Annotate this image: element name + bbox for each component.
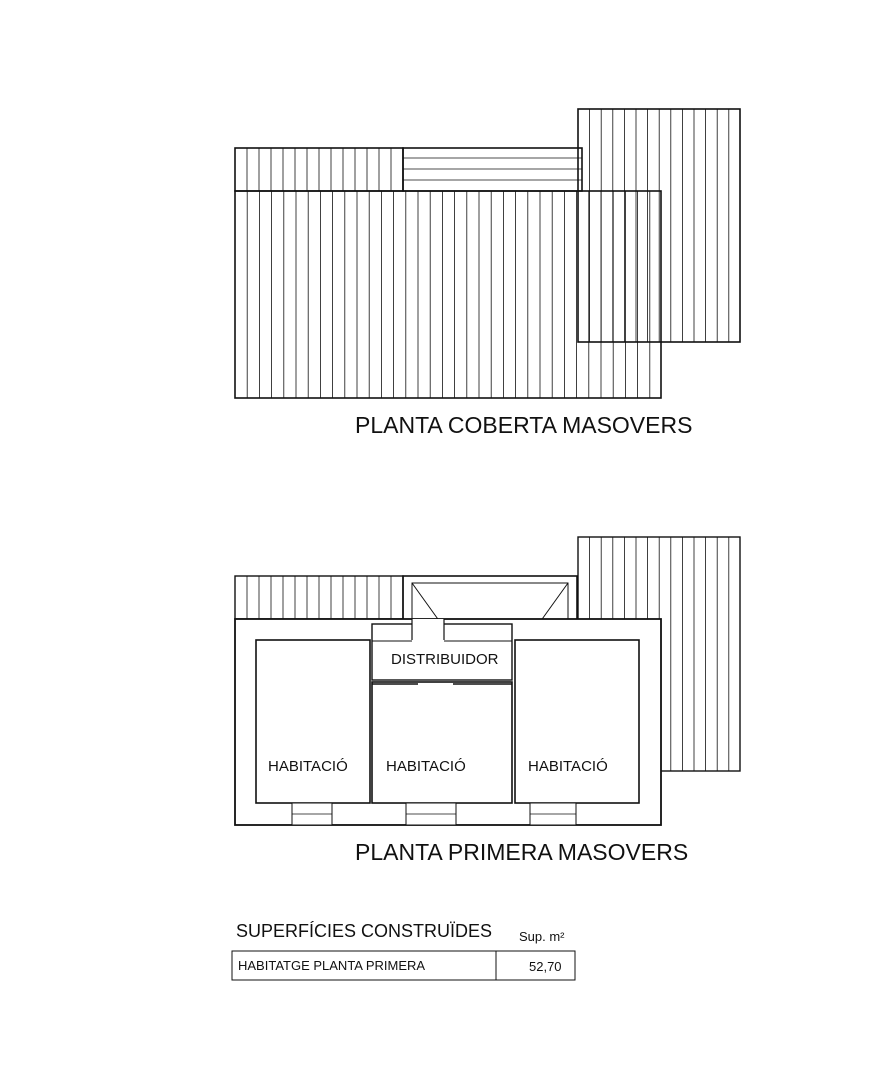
areas-table-title: SUPERFÍCIES CONSTRUÏDES bbox=[236, 921, 493, 941]
stair-void bbox=[403, 576, 577, 622]
bedroom-right-label: HABITACIÓ bbox=[528, 758, 608, 775]
floor-left-roof-strip bbox=[235, 576, 403, 619]
areas-table-unit-header: Sup. m² bbox=[519, 929, 565, 944]
roof-main bbox=[235, 191, 661, 398]
first-floor-plan-title: PLANTA PRIMERA MASOVERS bbox=[355, 839, 689, 865]
areas-table bbox=[232, 921, 575, 980]
areas-table-row-value: 52,70 bbox=[529, 959, 562, 974]
distributor-label: DISTRIBUIDOR bbox=[391, 651, 499, 668]
first-floor-plan bbox=[235, 537, 740, 865]
outer-wall bbox=[235, 619, 661, 825]
roof-top-strip bbox=[235, 148, 403, 191]
roof-ridge-section bbox=[403, 148, 582, 191]
roof-right-wing bbox=[578, 109, 740, 342]
areas-table-row-label: HABITATGE PLANTA PRIMERA bbox=[238, 958, 426, 973]
bedroom-left-label: HABITACIÓ bbox=[268, 758, 348, 775]
bedroom-middle-label: HABITACIÓ bbox=[386, 758, 466, 775]
roof-plan bbox=[235, 109, 740, 438]
roof-plan-title: PLANTA COBERTA MASOVERS bbox=[355, 412, 693, 438]
